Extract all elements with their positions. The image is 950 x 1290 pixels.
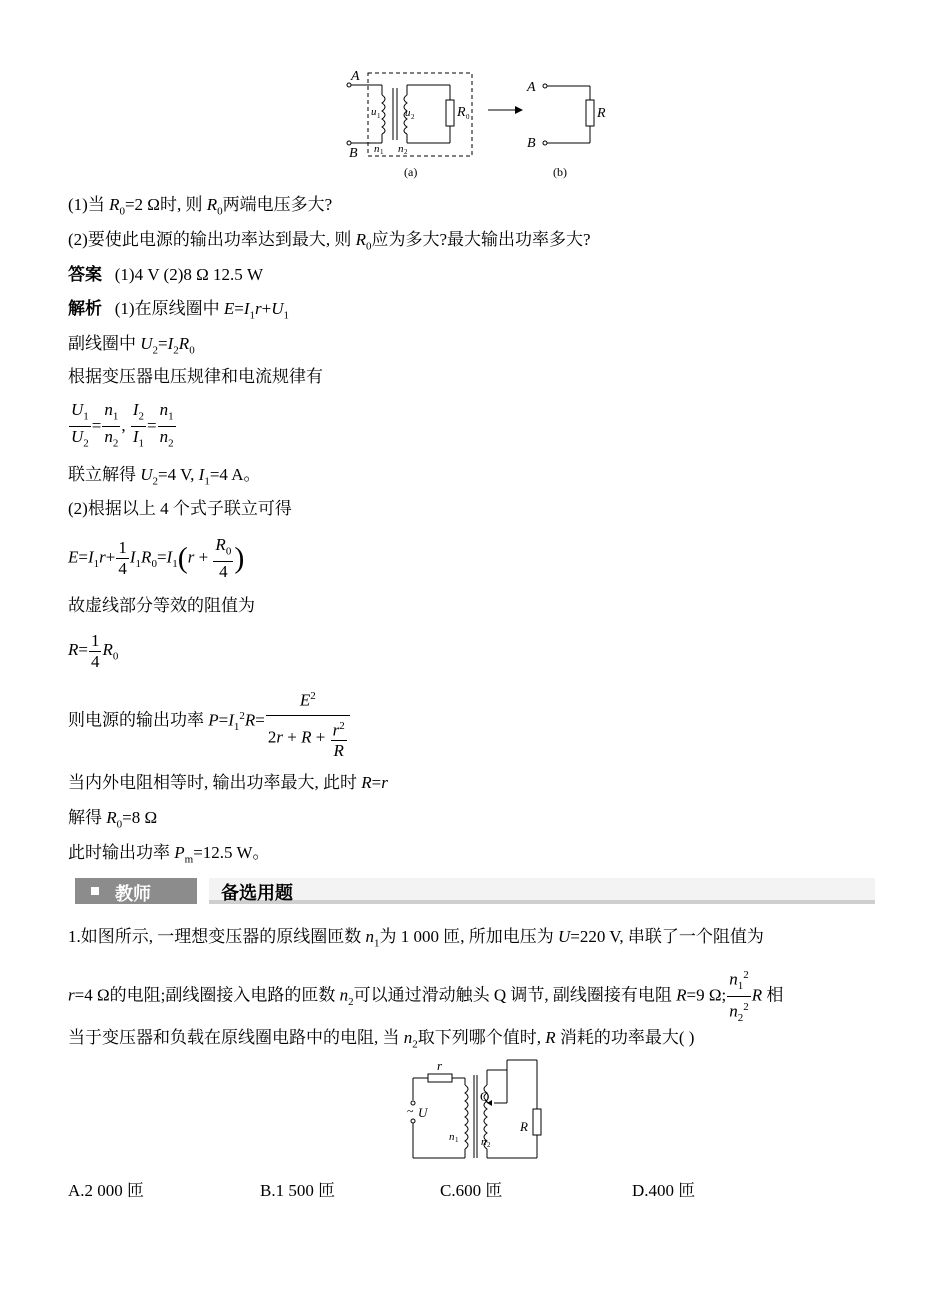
svg-text:R: R	[520, 1119, 528, 1134]
svg-text:u: u	[405, 107, 411, 119]
problem-line-1: 1.如图所示, 一理想变压器的原线圈匝数 $n_1$为 1 000 匝, 所加电压为 U=220 V, 串联了一个阻值为	[68, 927, 764, 950]
svg-text:R: R	[457, 105, 466, 120]
option-b[interactable]: B.1 500 匝	[260, 1181, 336, 1200]
svg-text:u: u	[371, 106, 377, 118]
option-a[interactable]: A.2 000 匝	[68, 1181, 145, 1200]
circuit-figure	[0, 1055, 950, 1175]
caption-b: (b)	[553, 165, 567, 179]
option-d[interactable]: D.400 匝	[632, 1181, 696, 1200]
svg-text:~: ~	[407, 1104, 414, 1118]
problem-line-2: r=4 Ω的电阻;副线圈接入电路的匝数 $n_2$可以通过滑动触头 Q 调节, 副线圈接有电阻 R=9 Ω; $\frac{n_1^2}{n_2^2}$ R 相	[68, 965, 783, 1028]
caption-a: (a)	[404, 165, 418, 179]
analysis-line-11: 当内外电阻相等时, 输出功率最大, 此时 R=r	[68, 773, 388, 792]
equation-r: R= $\frac{1}{4}$ $R_0$	[68, 630, 119, 671]
problem-line-3: 当于变压器和负载在原线圈电路中的电阻, 当 $n_2$取下列哪个值时, R 消耗的功率最大( )	[68, 1028, 695, 1051]
svg-text:0: 0	[466, 113, 470, 121]
transformer-figure	[0, 0, 950, 185]
equation-p: 则电源的输出功率 $P=I_1^2R=$ $E^2$ 2r + R + $\frac{r^2}{R}$	[68, 682, 351, 761]
svg-text:1: 1	[380, 148, 384, 156]
svg-text:U: U	[418, 1105, 428, 1120]
svg-text:2: 2	[487, 1141, 491, 1149]
ratio-equations: $\frac{U_1}{U_2}$ = $\frac{n_1}{n_2}$ , $\frac{I_2}{I_1}$ = $\frac{n_1}{n_2}$	[71, 400, 174, 450]
analysis-line-8: 故虚线部分等效的阻值为	[68, 596, 255, 615]
svg-text:R: R	[597, 106, 606, 121]
analysis-line-3: 根据变压器电压规律和电流规律有	[68, 367, 323, 386]
svg-text:n: n	[374, 143, 380, 155]
svg-text:n: n	[481, 1136, 487, 1148]
equation-e: $E=I_1r+$ $\frac{1}{4}$ $I_1R_0=I_1(r$ + $\frac{R_0}{4}$ )	[68, 535, 245, 582]
svg-text:2: 2	[411, 113, 415, 121]
analysis-line-2: 副线圈中 $U_2=I_2R_0$	[68, 334, 195, 357]
question-2: (2)要使此电源的输出功率达到最大, 则 $R_0$应为多大?最大输出功率多大?	[68, 230, 591, 253]
label-a: A	[351, 69, 360, 84]
analysis-line-1: 解析 (1)在原线圈中 $E=I_1r+U_1$	[68, 299, 289, 322]
svg-text:1: 1	[455, 1136, 459, 1144]
svg-text:2: 2	[404, 148, 408, 156]
analysis-line-6: (2)根据以上 4 个式子联立可得	[68, 499, 292, 518]
svg-text:r: r	[437, 1058, 443, 1073]
svg-text:Q: Q	[480, 1089, 490, 1104]
svg-text:n: n	[449, 1131, 455, 1143]
svg-text:B: B	[527, 136, 536, 151]
svg-text:n: n	[398, 143, 404, 155]
label-b: B	[349, 146, 358, 161]
svg-text:1: 1	[377, 112, 381, 120]
question-1: (1)当 $R_0=2$ Ω时, 则 $R_0$两端电压多大?	[68, 195, 333, 218]
analysis-line-12: 解得 $R_0=8$ Ω	[68, 808, 158, 831]
answer: 答案 (1)4 V (2)8 Ω 12.5 W	[68, 265, 264, 285]
svg-text:A: A	[527, 80, 536, 95]
teacher-banner: 教师 备选用题	[75, 876, 875, 906]
analysis-line-5: 联立解得 $U_2=4$ V, $I_1=4$ A。	[68, 465, 261, 488]
analysis-line-13: 此时输出功率 $P_m=12.5$ W。	[68, 843, 270, 866]
option-c[interactable]: C.600 匝	[440, 1181, 503, 1200]
